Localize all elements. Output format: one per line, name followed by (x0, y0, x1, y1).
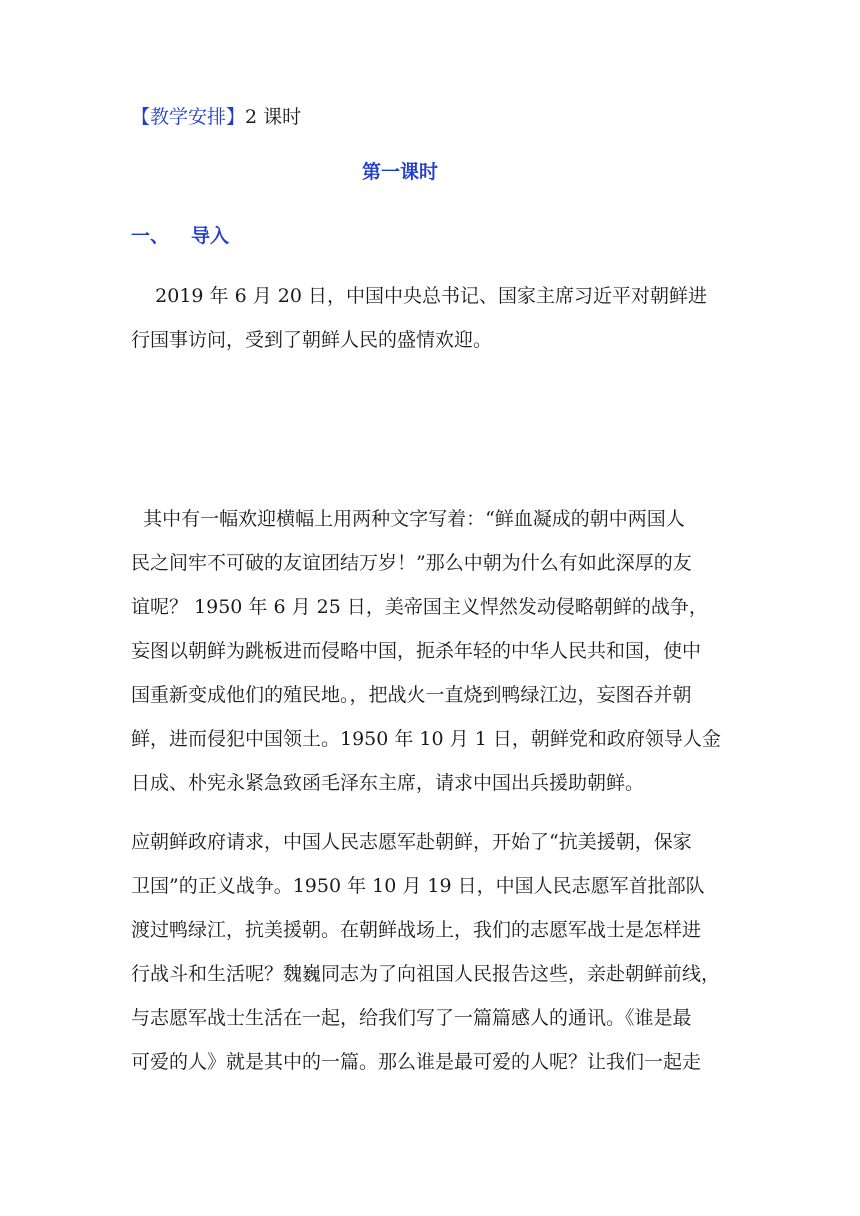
paragraph-line: 国重新变成他们的殖民地。，把战火一直烧到鸭绿江边，妄图吞并朝 (131, 684, 692, 706)
paragraph-line: 应朝鲜政府请求，中国人民志愿军赴朝鲜，开始了“抗美援朝，保家 (131, 831, 692, 853)
paragraph-line: 妄图以朝鲜为跳板进而侵略中国，扼杀年轻的中华人民共和国，使中 (131, 640, 702, 662)
paragraph-line: 渡过鸭绿江，抗美援朝。在朝鲜战场上，我们的志愿军战士是怎样进 (131, 919, 702, 941)
paragraph-banner (131, 506, 741, 814)
paragraph-line: 可爱的人》就是其中的一篇。那么谁是最可爱的人呢？让我们一起走 (131, 1051, 702, 1073)
paragraph-line: 行国事访问，受到了朝鲜人民的盛情欢迎。 (131, 329, 493, 351)
arrangement-tag: 【教学安排】 (131, 106, 246, 128)
section-number: 一、 (131, 225, 170, 247)
teaching-arrangement (131, 104, 301, 130)
paragraph-line: 鲜，进而侵犯中国领土。1950 年 10 月 1 日，朝鲜党和政府领导人金 (131, 728, 721, 750)
paragraph-intro (131, 283, 741, 371)
section-title: 导入 (191, 225, 230, 247)
paragraph-line: 谊呢？ 1950 年 6 月 25 日，美帝国主义悍然发动侵略朝鲜的战争， (131, 596, 708, 618)
paragraph-line: 与志愿军战士生活在一起，给我们写了一篇篇感人的通讯。《谁是最 (131, 1007, 692, 1029)
paragraph-line: 2019 年 6 月 20 日，中国中央总书记、国家主席习近平对朝鲜进 (131, 285, 707, 307)
paragraph-line: 其中有一幅欢迎横幅上用两种文字写着：“鲜血凝成的朝中两国人 (131, 508, 685, 530)
paragraph-line: 民之间牢不可破的友谊团结万岁！”那么中朝为什么有如此深厚的友 (131, 552, 692, 574)
arrangement-text: 2 课时 (245, 106, 302, 128)
paragraph-line: 行战斗和生活呢？魏巍同志为了向祖国人民报告这些，亲赴朝鲜前线， (131, 963, 721, 985)
section-heading (131, 223, 229, 249)
lesson-title: 第一课时 (361, 161, 438, 183)
paragraph-line: 卫国”的正义战争。1950 年 10 月 19 日，中国人民志愿军首批部队 (131, 875, 705, 897)
paragraph-line: 日成、朴宪永紧急致函毛泽东主席，请求中国出兵援助朝鲜。 (131, 772, 645, 794)
paragraph-volunteers (131, 829, 741, 1093)
